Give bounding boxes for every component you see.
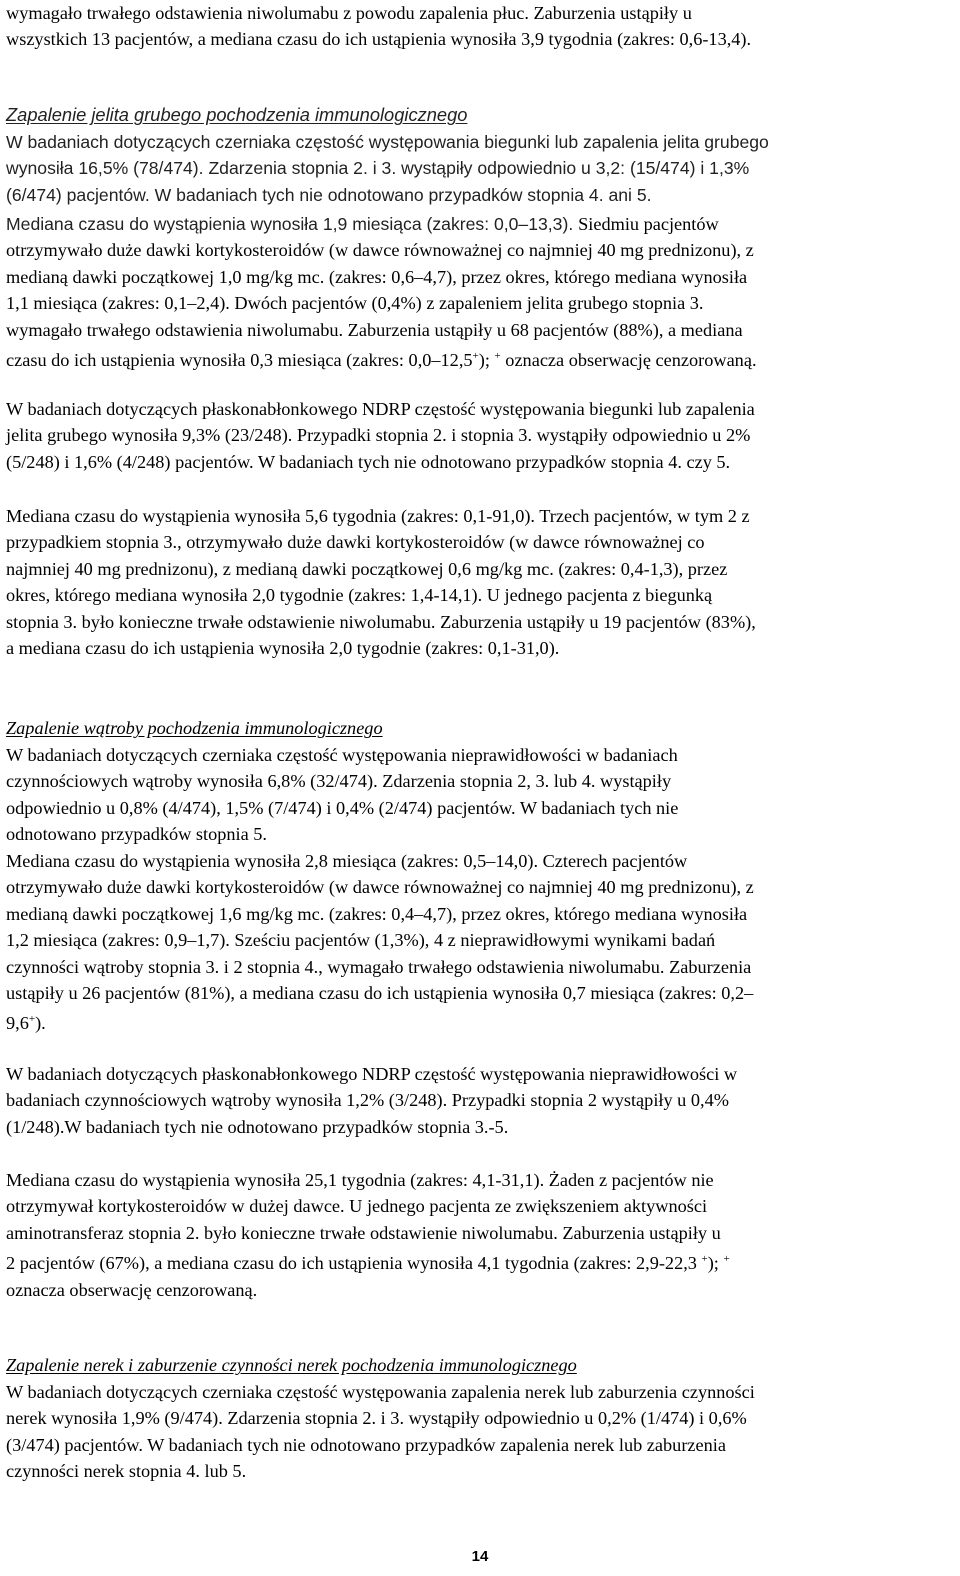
hepatitis-nsclc-onset-sep: ); [707, 1253, 724, 1274]
hepatitis-nsclc-onset-body: Mediana czasu do wystąpienia wynosiła 25,1 tygodnia (zakres: 4,1-31,1). Żaden z pacjentów nie otrzymywał kortykosteroidów w dużej dawce. U jednego pacjenta ze zwiększeniem aktywności aminotransferaz stopnia 2. było konieczne trwałe odstawienie niwolumabu. Zaburzenia ustąpiły u 2 pacjentów (67%), a mediana czasu do ich ustąpienia wynosiła 4,1 tygodnia (zakres: 2,9-22,3 [6, 1170, 721, 1274]
section-heading-colitis: Zapalenie jelita grubego pochodzenia immunologicznego [6, 104, 468, 126]
colitis-onset-lead: Mediana czasu do wystąpienia wynosiła 1,9 miesiąca (zakres: 0,0–13,3). [6, 214, 579, 234]
paragraph-hepatitis-onset [6, 848, 952, 1037]
censored-mark: + [28, 1013, 36, 1026]
paragraph-nephritis-melanoma: W badaniach dotyczących czerniaka częstość występowania zapalenia nerek lub zaburzenia czynności nerek wynosiła 1,9% (9/474). Zdarzenia stopnia 2. i 3. wystąpiły odpowiednio u 0,2% (1/474) i 0,6% (3/474) pacjentów. W badaniach tych nie odnotowano przypadków zapalenia nerek lub zaburzenia czynności nerek stopnia 4. lub 5. [6, 1381, 755, 1482]
paragraph-colitis-nsclc: W badaniach dotyczących płaskonabłonkowego NDRP częstość występowania biegunki lub zapalenia jelita grubego wynosiła 9,3% (23/248). Przypadki stopnia 2. i stopnia 3. wystąpiły odpowiednio u 2% (5/248) i 1,6% (4/248) pacjentów. W badaniach tych nie odnotowano przypadków stopnia 4. czy 5. [6, 399, 755, 472]
paragraph-colitis-melanoma: W badaniach dotyczących czerniaka częstość występowania biegunki lub zapalenia jelita grubego wynosiła 16,5% (78/474). Zdarzenia stopnia 2. i 3. wystąpiły odpowiednio u 3,2: (15/474) i 1,3% (6/474) pacjentów. W badaniach tych nie odnotowano przypadków stopnia 4. ani 5. [6, 131, 769, 205]
section-nephritis [6, 1326, 952, 1484]
section-heading-hepatitis: Zapalenie wątroby pochodzenia immunologicznego [6, 718, 383, 739]
paragraph-pneumonitis-end: wymagało trwałego odstawienia niwolumabu z powodu zapalenia płuc. Zaburzenia ustąpiły u wszystkich 13 pacjentów, a mediana czasu do ich ustąpienia wynosiła 3,9 tygodnia (zakres: 0,6-13,4). [6, 3, 752, 50]
paragraph-hepatitis-nsclc: W badaniach dotyczących płaskonabłonkowego NDRP częstość występowania nieprawidłowości w badaniach czynnościowych wątroby wynosiła 1,2% (3/248). Przypadki stopnia 2 wystąpiły u 0,4% (1/248).W badaniach tych nie odnotowano przypadków stopnia 3.-5. [6, 1064, 738, 1137]
section-heading-nephritis: Zapalenie nerek i zaburzenie czynności nerek pochodzenia immunologicznego [6, 1355, 577, 1376]
paragraph-hepatitis-melanoma: W badaniach dotyczących czerniaka częstość występowania nieprawidłowości w badaniach czynnościowych wątroby wynosiła 6,8% (32/474). Zdarzenia stopnia 2, 3. lub 4. wystąpiły odpowiednio u 0,8% (4/474), 1,5% (7/474) i 0,4% (2/474) pacjentów. W badaniach tych nie odnotowano przypadków stopnia 5. [6, 744, 679, 845]
section-colitis [6, 76, 952, 208]
hepatitis-onset-end: ). [35, 1013, 46, 1034]
hepatitis-onset-body: Mediana czasu do wystąpienia wynosiła 2,8 miesiąca (zakres: 0,5–14,0). Czterech pacjentów otrzymywało duże dawki kortykosteroidów (w dawce równoważnej co najmniej 40 mg prednizonu), z medianą dawki początkowej 1,6 mg/kg mc. (zakres: 0,4–4,7), przez okres, którego mediana wynosiła 1,2 miesiąca (zakres: 0,9–1,7). Sześciu pacjentów (1,3%), 4 z nieprawidłowymi wynikami badań czynności wątroby stopnia 3. i 2 stopnia 4., wymagało trwałego odstawienia niwolumabu. Zaburzenia ustąpiły u 26 pacjentów (81%), a mediana czasu do ich ustąpienia wynosiła 0,7 miesiąca (zakres: 0,2– 9,6 [6, 851, 754, 1034]
censored-mark: + [494, 350, 501, 363]
colitis-onset-sep: ); [478, 350, 495, 371]
colitis-onset-body: Siedmiu pacjentów otrzymywało duże dawki kortykosteroidów (w dawce równoważnej co najmniej 40 mg prednizonu), z medianą dawki początkowej 1,0 mg/kg mc. (zakres: 0,6–4,7), przez okres, którego mediana wynosiła 1,1 miesiąca (zakres: 0,1–2,4). Dwóch pacjentów (0,4%) z zapaleniem jelita grubego stopnia 3. wymagało trwałego odstawienia niwolumabu. Zaburzenia ustąpiły u 68 pacjentów (88%), a mediana czasu do ich ustąpienia wynosiła 0,3 miesiąca (zakres: 0,0–12,5 [6, 214, 754, 371]
censored-mark: + [723, 1253, 730, 1266]
colitis-onset-note: oznacza obserwację cenzorowaną. [500, 350, 757, 371]
hepatitis-nsclc-onset-note: oznacza obserwację cenzorowaną. [6, 1279, 258, 1300]
paragraph-colitis-nsclc-onset: Mediana czasu do wystąpienia wynosiła 5,6 tygodnia (zakres: 0,1-91,0). Trzech pacjentów, w tym 2 z przypadkiem stopnia 3., otrzymywało duże dawki kortykosteroidów (w dawce równoważnej co najmniej 40 mg prednizonu), z medianą dawki początkowej 0,6 mg/kg mc. (zakres: 0,4-1,3), przez okres, którego mediana wynosiła 2,0 tygodnie (zakres: 1,4-14,1). U jednego pacjenta z biegunką stopnia 3. było konieczne trwałe odstawienie niwolumabu. Zaburzenia ustąpiły u 19 pacjentów (83%), a mediana czasu do ich ustąpienia wynosiła 2,0 tygodnie (zakres: 0,1-31,0). [6, 506, 756, 659]
censored-mark: + [701, 1253, 708, 1266]
censored-mark: + [472, 350, 479, 363]
paragraph-hepatitis-nsclc-onset [6, 1167, 952, 1303]
section-hepatitis [6, 689, 952, 847]
paragraph-colitis-onset [6, 211, 952, 374]
page-number: 14 [471, 1548, 489, 1565]
